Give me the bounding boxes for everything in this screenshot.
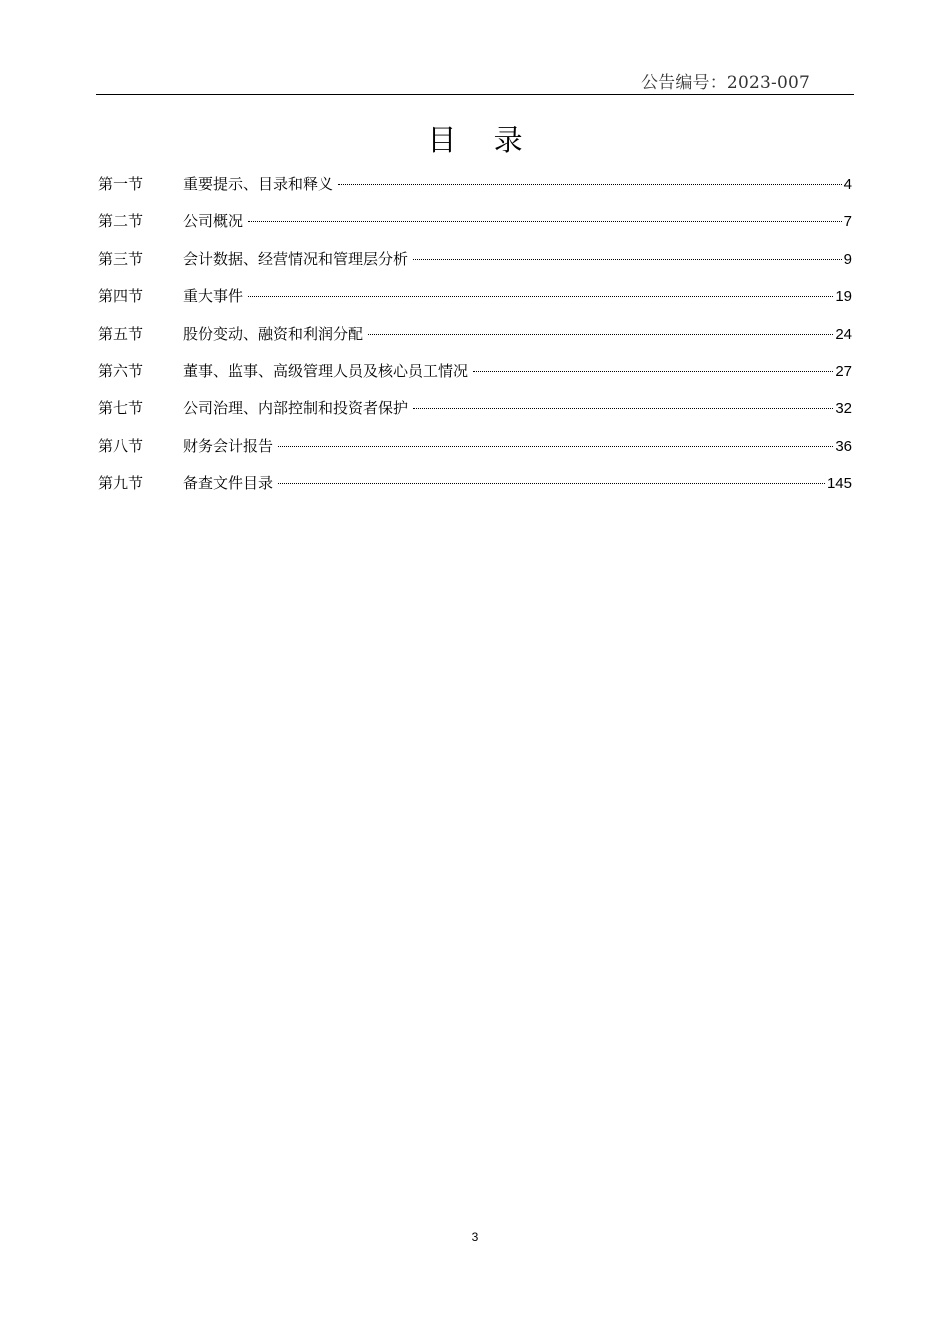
toc-page-number: 19 bbox=[835, 288, 852, 306]
toc-entry-7[interactable] bbox=[98, 390, 852, 427]
toc-section-name: 公司治理、内部控制和投资者保护 bbox=[183, 399, 409, 418]
toc-section-name: 会计数据、经营情况和管理层分析 bbox=[183, 249, 409, 268]
toc-dot-leader bbox=[278, 446, 833, 447]
toc-section-name: 董事、监事、高级管理人员及核心员工情况 bbox=[183, 361, 469, 380]
toc-section-number: 第四节 bbox=[98, 287, 144, 306]
toc-title: 目 录 bbox=[427, 123, 537, 157]
toc-page-number: 32 bbox=[835, 400, 852, 418]
toc-entry-2[interactable] bbox=[98, 203, 852, 240]
toc-page-number: 27 bbox=[835, 362, 852, 380]
page-number: 3 bbox=[471, 1230, 479, 1244]
toc-section-number: 第五节 bbox=[98, 324, 144, 343]
toc-section-name: 股份变动、融资和利润分配 bbox=[183, 324, 364, 343]
toc-entry-5[interactable] bbox=[98, 316, 852, 353]
toc-entry-3[interactable] bbox=[98, 241, 852, 278]
toc-dot-leader bbox=[368, 334, 833, 335]
toc-section-name: 重要提示、目录和释义 bbox=[183, 175, 334, 193]
toc-section-number: 第九节 bbox=[98, 474, 144, 493]
toc-dot-leader bbox=[413, 408, 833, 409]
table-of-contents bbox=[98, 166, 852, 503]
toc-page-number: 36 bbox=[835, 437, 852, 455]
toc-entry-8[interactable] bbox=[98, 428, 852, 465]
toc-dot-leader bbox=[248, 296, 833, 297]
toc-section-number: 第一节 bbox=[98, 175, 144, 193]
toc-section-number: 第七节 bbox=[98, 399, 144, 418]
toc-dot-leader bbox=[413, 259, 842, 260]
toc-page-number: 7 bbox=[843, 213, 852, 231]
toc-section-name: 备查文件目录 bbox=[183, 474, 274, 493]
toc-section-name: 公司概况 bbox=[183, 212, 244, 231]
toc-page-number: 9 bbox=[843, 250, 852, 268]
toc-page-number: 24 bbox=[835, 325, 852, 343]
toc-section-name: 重大事件 bbox=[183, 287, 244, 306]
toc-entry-6[interactable] bbox=[98, 353, 852, 390]
announcement-number: 公告编号：2023-007 bbox=[640, 73, 810, 93]
toc-section-number: 第八节 bbox=[98, 436, 144, 455]
toc-section-number: 第六节 bbox=[98, 361, 144, 380]
toc-section-number: 第三节 bbox=[98, 249, 144, 268]
toc-dot-leader bbox=[278, 483, 825, 484]
toc-dot-leader bbox=[338, 184, 842, 185]
toc-dot-leader bbox=[473, 371, 833, 372]
toc-page-number: 4 bbox=[843, 176, 852, 193]
toc-entry-4[interactable] bbox=[98, 278, 852, 315]
toc-entry-1[interactable] bbox=[98, 166, 852, 203]
toc-entry-9[interactable] bbox=[98, 465, 852, 502]
header-divider bbox=[96, 94, 854, 95]
toc-dot-leader bbox=[248, 221, 842, 222]
toc-section-number: 第二节 bbox=[98, 212, 144, 231]
toc-page-number: 145 bbox=[826, 475, 852, 493]
toc-section-name: 财务会计报告 bbox=[183, 436, 274, 455]
